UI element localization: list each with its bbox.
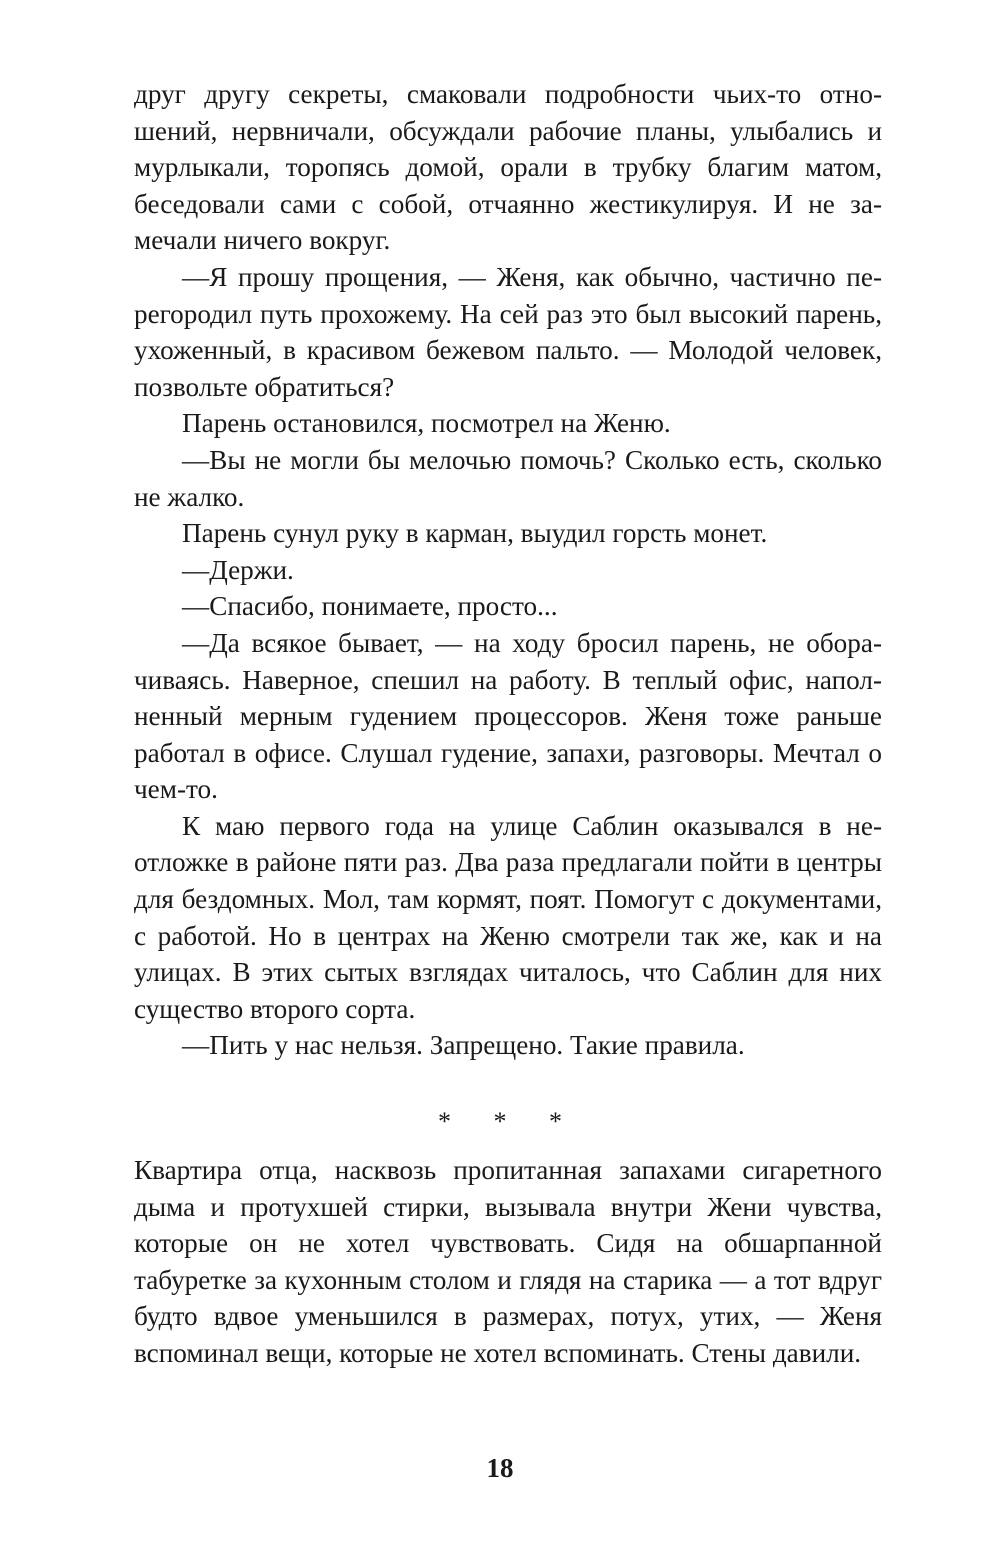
paragraph-may-first-year: К маю первого года на улице Саблин оказывался в неотложке в районе пяти раз. Два раза предлагали пойти в центры для бездомных. Мол, там кормят, поят. Помогут с документами, с работой. Но в центрах на Женю смотрели так же, как и на улицах. В этих сытых взглядах читалось, что Саблин для них существо второго сорта. (134, 810, 882, 1024)
paragraph-dialogue-hold: —Держи. (182, 554, 294, 585)
text-section-bottom (134, 1152, 882, 1372)
section-separator: * * * (438, 1107, 580, 1136)
paragraph-continuation: друг другу секреты, смаковали подробности чьих-то отношений, нервничали, обсуждали рабочие планы, улыбались и мурлыкали, торопясь домой, орали в трубку благим матом, беседовали сами с собой, отчаянно жестикулируя. И не замечали ничего вокруг. (134, 79, 882, 256)
paragraph-coins: Парень сунул руку в карман, выудил горсть монет. (182, 518, 768, 549)
text-section-top (134, 76, 882, 1064)
paragraph-dialogue-thanks: —Спасибо, понимаете, просто... (182, 591, 558, 622)
paragraph-father-apartment: Квартира отца, насквозь пропитанная запахами сигаретного дыма и протухшей стирки, вызывала внутри Жени чувства, которые он не хотел чувствовать. Сидя на обшарпанной табуретке за кухонным столом и глядя на старика — а тот вдруг будто вдвое уменьшился в размерах, потух, утих, — Женя вспоминал вещи, которые не хотел вспоминать. Стены давили. (134, 1155, 882, 1368)
paragraph-guy-stopped: Парень остановился, посмотрел на Женю. (182, 408, 671, 439)
paragraph-dialogue-rules: —Пить у нас нельзя. Запрещено. Такие правила. (182, 1030, 745, 1061)
page-number: 18 (486, 1453, 514, 1483)
paragraph-dialogue-apology: —Я прошу прощения, — Женя, как обычно, частично перегородил путь прохожему. На сей раз это был высокий парень, ухоженный, в красивом бежевом пальто. — Молодой человек, позвольте обратиться? (134, 261, 882, 402)
paragraph-dialogue-whatever: —Да всякое бывает, — на ходу бросил парень, не оборачиваясь. Наверное, спешил на работу. В теплый офис, наполненный мерным гудением процессоров. Женя тоже раньше работал в офисе. Слушал гудение, запахи, разговоры. Мечтал о чем-то. (134, 627, 882, 805)
paragraph-dialogue-request: —Вы не могли бы мелочью помочь? Сколько есть, сколько не жалко. (134, 444, 882, 512)
